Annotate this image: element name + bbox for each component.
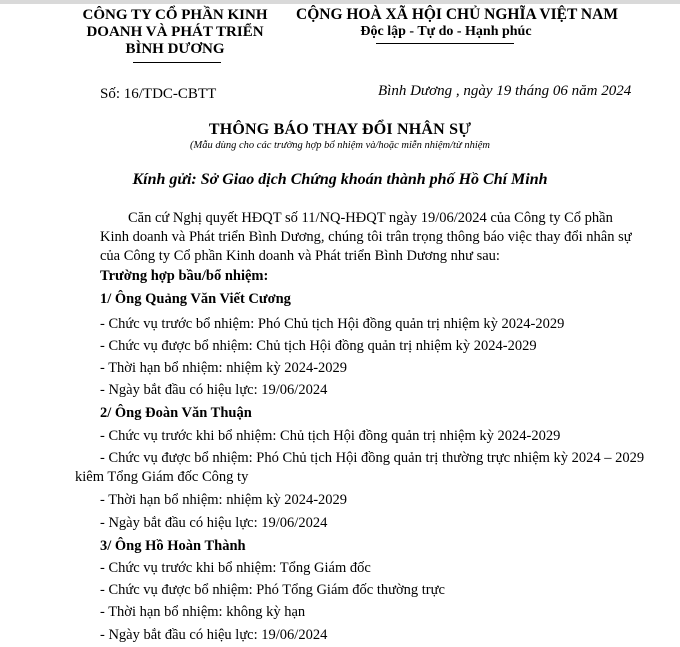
person-2-line: - Ngày bắt đầu có hiệu lực: 19/06/2024 xyxy=(100,515,328,531)
national-motto: Độc lập - Tự do - Hạnh phúc xyxy=(360,24,532,39)
document-subtitle: (Mẫu dùng cho các trường hợp bổ nhiệm và/hoặc miễn nhiệm/từ nhiệm xyxy=(190,140,490,151)
person-2-line: - Thời hạn bổ nhiệm: nhiệm kỳ 2024-2029 xyxy=(100,492,348,508)
person-2-name: 2/ Ông Đoàn Văn Thuận xyxy=(100,405,252,421)
company-name xyxy=(60,7,290,58)
document-date: Bình Dương , ngày 19 tháng 06 năm 2024 xyxy=(378,83,632,99)
company-name-line-3: BÌNH DƯƠNG xyxy=(125,41,225,57)
person-2-line: - Chức vụ trước khi bổ nhiệm: Chủ tịch Hội đồng quản trị nhiệm kỳ 2024-2029 xyxy=(100,428,561,444)
intro-paragraph xyxy=(100,209,640,266)
person-1-name: 1/ Ông Quảng Văn Viết Cương xyxy=(100,291,291,307)
document-title: THÔNG BÁO THAY ĐỔI NHÂN SỰ xyxy=(208,121,472,138)
intro-text: Căn cứ Nghị quyết HĐQT số 11/NQ-HĐQT ngày 19/06/2024 của Công ty Cổ phần Kinh doanh và Phát triển Bình Dương, chúng tôi trân trọng thông báo việc thay đổi nhân sự của Công ty Cổ phần Kinh doanh và Phát triển Bình Dương như sau: xyxy=(100,210,632,264)
nation-title: CỘNG HOÀ XÃ HỘI CHỦ NGHĨA VIỆT NAM xyxy=(296,6,618,23)
person-1-line: - Chức vụ trước bổ nhiệm: Phó Chủ tịch Hội đồng quản trị nhiệm kỳ 2024-2029 xyxy=(100,316,565,332)
person-1-line: - Chức vụ được bổ nhiệm: Chủ tịch Hội đồng quản trị nhiệm kỳ 2024-2029 xyxy=(100,338,537,354)
person-2-line: - Chức vụ được bổ nhiệm: Phó Chủ tịch Hội đồng quản trị thường trực nhiệm kỳ 2024 – 2029 xyxy=(100,450,645,466)
person-1-line: - Ngày bắt đầu có hiệu lực: 19/06/2024 xyxy=(100,382,328,398)
person-1-line: - Thời hạn bổ nhiệm: nhiệm kỳ 2024-2029 xyxy=(100,360,348,376)
motto-underline xyxy=(376,43,514,44)
person-3-name: 3/ Ông Hồ Hoàn Thành xyxy=(100,538,246,554)
company-name-line-2: DOANH VÀ PHÁT TRIỂN xyxy=(86,24,264,40)
person-2-line-continued: kiêm Tổng Giám đốc Công ty xyxy=(75,469,249,485)
person-3-line: - Thời hạn bổ nhiệm: không kỳ hạn xyxy=(100,604,306,620)
person-3-line: - Chức vụ trước khi bổ nhiệm: Tổng Giám đốc xyxy=(100,560,371,576)
section-heading: Trường hợp bầu/bổ nhiệm: xyxy=(100,268,269,284)
recipient-line: Kính gửi: Sở Giao dịch Chứng khoán thành phố Hồ Chí Minh xyxy=(132,171,548,188)
person-3-line: - Chức vụ được bổ nhiệm: Phó Tổng Giám đốc thường trực xyxy=(100,582,445,598)
company-name-line-1: CÔNG TY CỔ PHẦN KINH xyxy=(82,7,268,23)
document-number: Số: 16/TDC-CBTT xyxy=(100,86,217,102)
page-top-border xyxy=(0,0,680,4)
company-underline xyxy=(133,62,221,63)
person-3-line: - Ngày bắt đầu có hiệu lực: 19/06/2024 xyxy=(100,627,328,643)
